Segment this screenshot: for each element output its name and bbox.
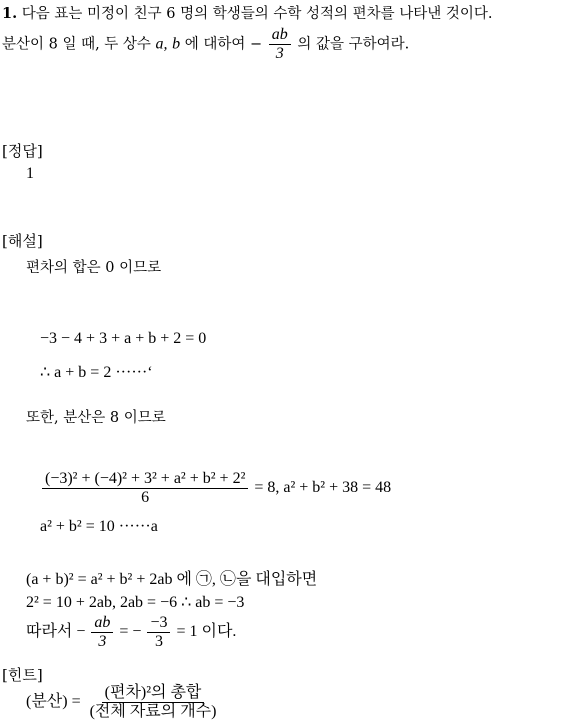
final-fraction-2: [147, 614, 170, 651]
problem-text-2c: 의 값을 구하여라.: [297, 36, 410, 53]
hint-formula: [26, 684, 221, 721]
circled-1-marker: ㉠: [195, 571, 212, 588]
equation-square-expansion: (a + b)² = a² + b² + 2ab 에 ㉠, ㉡을 대입하면: [26, 571, 318, 588]
equation-sum-of-squares: a² + b² = 10 ······a: [40, 518, 158, 535]
variance-denominator: 6: [141, 489, 150, 506]
final-fraction-1-num: ab: [91, 614, 113, 633]
hint-numerator: (편차)²의 총합: [102, 684, 205, 703]
problem-line-2: [2, 26, 409, 63]
problem-number: 1.: [2, 5, 18, 22]
expansion-text: (a + b)² = a² + b² + 2ab 에: [26, 571, 192, 588]
hint-lhs: (분산) =: [26, 693, 81, 711]
fraction-numerator: ab: [269, 26, 291, 45]
circled-2-marker: ㉡: [219, 571, 236, 588]
final-suffix: = 1 이다.: [176, 623, 237, 641]
variance-rhs: = 8, a² + b² + 38 = 48: [254, 479, 392, 497]
explanation-step-2: 또한, 분산은 8 이므로: [26, 410, 166, 426]
equation-a-plus-b: ∴ a + b = 2 ······‘: [40, 364, 153, 381]
equation-final: [26, 614, 236, 651]
problem-text: 다음 표는 미정이 친구 6 명의 학생들의 수학 성적의 편차를 나타낸 것이다.: [21, 6, 493, 22]
explanation-step-1: 편차의 합은 0 이므로: [26, 260, 162, 276]
var-a: a,: [155, 35, 168, 53]
ab-over-3-fraction: [269, 26, 291, 63]
final-fraction-2-num: −3: [147, 614, 170, 633]
equation-ab-result: 2² = 10 + 2ab, 2ab = −6 ∴ ab = −3: [26, 594, 245, 611]
problem-text-2a: 분산이 8 일 때, 두 상수: [2, 36, 151, 53]
fraction-denominator: 3: [275, 45, 284, 62]
equation-deviation-sum: −3 − 4 + 3 + a + b + 2 = 0: [40, 330, 207, 347]
variance-equation: [40, 470, 391, 507]
final-middle: = −: [119, 623, 142, 641]
answer-value: 1: [26, 165, 34, 182]
variance-fraction: [42, 470, 248, 507]
problem-line-1: [2, 4, 493, 24]
answer-label: [정답]: [2, 142, 43, 160]
final-fraction-1-den: 3: [98, 633, 107, 650]
final-prefix: 따라서 −: [26, 623, 86, 641]
final-fraction-1: [91, 614, 113, 651]
variance-numerator: (−3)² + (−4)² + 3² + a² + b² + 2²: [42, 470, 248, 489]
explanation-label: [해설]: [2, 232, 43, 250]
expansion-tail: 을 대입하면: [235, 571, 318, 588]
problem-text-2b: 에 대하여 −: [184, 36, 263, 53]
final-fraction-2-den: 3: [154, 633, 163, 650]
hint-label: [힌트]: [2, 666, 43, 684]
var-b: b: [172, 35, 181, 53]
hint-fraction: [87, 684, 220, 721]
hint-denominator: (전체 자료의 개수): [89, 703, 217, 720]
